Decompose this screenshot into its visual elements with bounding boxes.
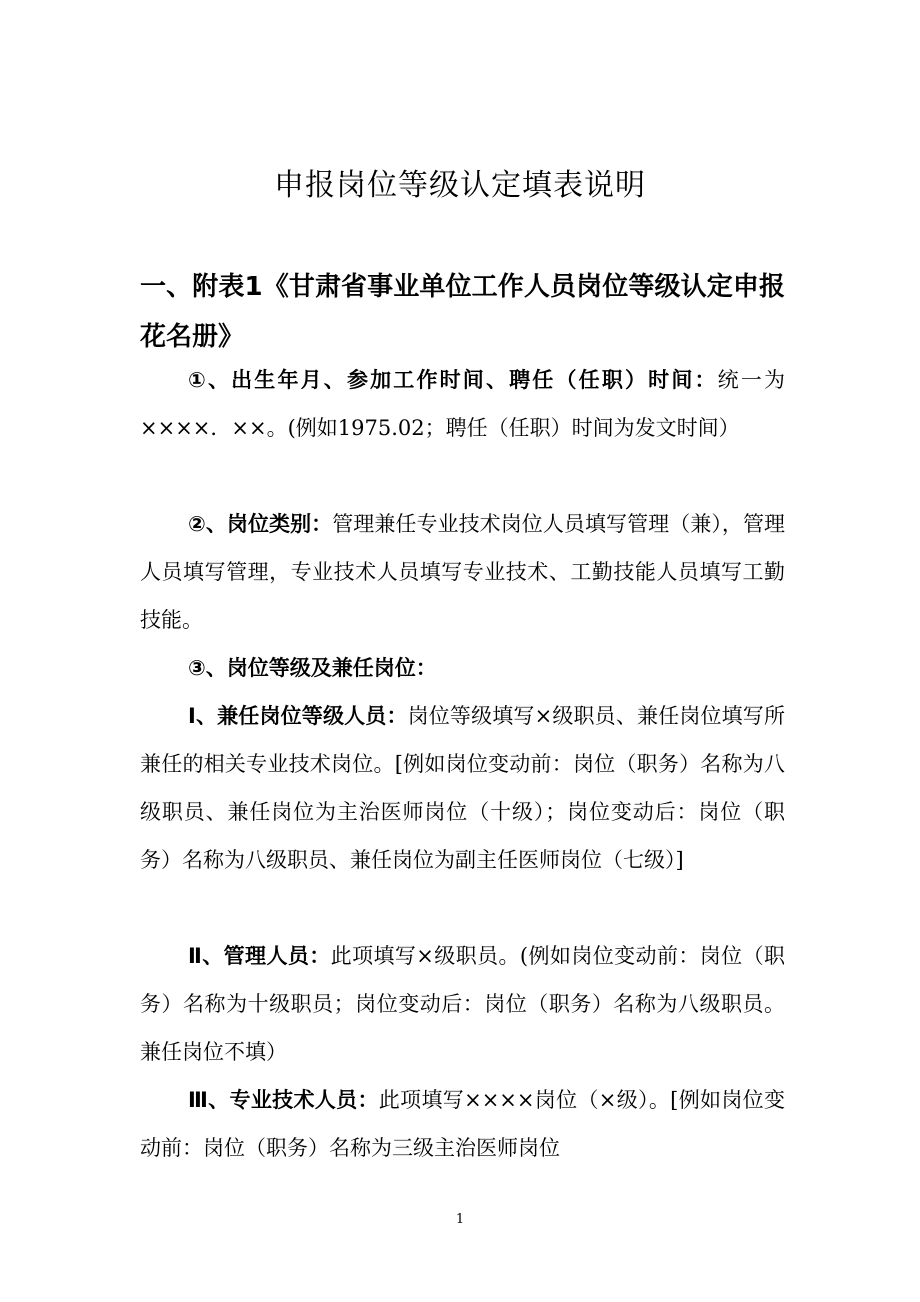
item-text: 岗位等级填写×级职员、兼任岗位填写所兼任的相关专业技术岗位。[例如岗位变动前：岗位（职务）名称为八级职员、兼任岗位为主治医师岗位（十级）；岗位变动后：岗位（职务）名称为八级职员、兼任岗位为副主任医师岗位（七级）]	[140, 704, 785, 872]
item-management-staff	[140, 932, 785, 1076]
item-label: Ⅱ、管理人员：	[188, 944, 331, 968]
item-label: ③、岗位等级及兼任岗位：	[188, 656, 437, 680]
item-post-grade	[140, 644, 785, 692]
item-technical-staff	[140, 1076, 785, 1172]
item-text: 管理兼任专业技术岗位人员填写管理（兼），管理人员填写管理，专业技术人员填写专业技术、工勤技能人员填写工勤技能。	[140, 512, 786, 632]
page-number: 1	[455, 1212, 465, 1227]
item-label: ②、岗位类别：	[188, 512, 333, 536]
item-concurrent-staff	[140, 692, 785, 884]
item-text: 此项填写××××岗位（×级）。[例如岗位变动前：岗位（职务）名称为三级主治医师岗位	[140, 1088, 786, 1160]
page-title: 申报岗位等级认定填表说明	[274, 168, 646, 203]
item-text: 统一为××××．××。(例如1975.02；聘任（任职）时间为发文时间）	[140, 368, 786, 440]
item-label: Ⅰ、兼任岗位等级人员：	[188, 704, 408, 728]
item-text: 此项填写×级职员。(例如岗位变动前：岗位（职务）名称为十级职员；岗位变动后：岗位（职务）名称为八级职员。兼任岗位不填）	[140, 944, 785, 1064]
item-birth-date	[140, 356, 785, 452]
section-heading: 一、附表1《甘肃省事业单位工作人员岗位等级认定申报花名册》	[140, 272, 785, 352]
item-label: ①、出生年月、参加工作时间、聘任（任职）时间：	[188, 368, 718, 392]
item-post-category	[140, 500, 785, 644]
item-label: Ⅲ、专业技术人员：	[188, 1088, 379, 1112]
